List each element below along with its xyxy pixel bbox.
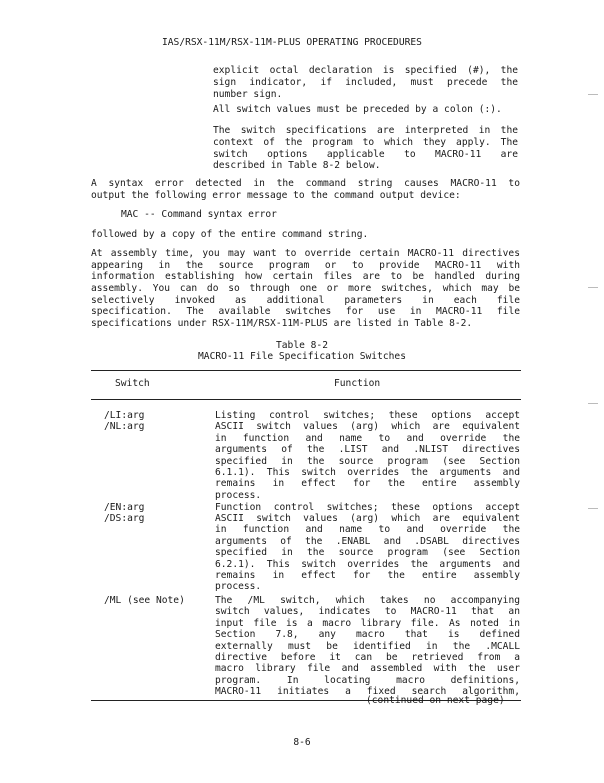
switch-name: /LI:arg	[104, 410, 145, 421]
syntax-error-message: MAC -- Command syntax error	[121, 209, 277, 220]
intro-paragraph-1-line-2: sign indicator, if included, must precede the	[213, 77, 518, 88]
intro-paragraph-3-line-1: The switch specifications are interpreted in the	[213, 125, 518, 136]
function-line: MACRO-11 initiates a fixed search algorithm,	[215, 686, 520, 697]
function-line: remains in effect for the entire assembly	[215, 570, 520, 581]
function-line: 6.1.1). This switch overrides the arguments and	[215, 467, 520, 478]
function-line: remains in effect for the entire assembly	[215, 478, 520, 489]
function-line: in function and name to and override the	[215, 433, 520, 444]
function-line: specified in the source program (see Section	[215, 456, 520, 467]
intro-paragraph-1-line-3: number sign.	[213, 89, 283, 100]
function-line: Function control switches; these options accept	[215, 502, 520, 513]
function-line: 6.2.1). This switch overrides the arguments and	[215, 559, 520, 570]
table-header-rule	[91, 399, 521, 400]
continued-note: (continued on next page)	[366, 695, 505, 706]
function-line: ASCII switch values (arg) which are equivalent	[215, 421, 520, 432]
assembly-line-5: selectively invoked as additional parameters in each file	[91, 295, 520, 306]
intro-paragraph-3-line-3: switch options applicable to MACRO-11 are	[213, 149, 518, 160]
margin-mark	[588, 94, 598, 95]
function-line: macro library file and assembled with the user	[215, 663, 520, 674]
syntax-line-1: A syntax error detected in the command string causes MACRO-11 to	[91, 178, 520, 189]
assembly-line-7: specifications under RSX-11M/RSX-11M-PLUS are listed in Table 8-2.	[91, 318, 473, 329]
function-line: directive before it can be retrieved from a	[215, 652, 520, 663]
function-line: input file is a macro library file. As noted in	[215, 618, 520, 629]
switch-name: /NL:arg	[104, 421, 145, 432]
margin-mark	[588, 403, 598, 404]
switch-name: /DS:arg	[104, 513, 145, 524]
column-header-switch: Switch	[115, 378, 150, 389]
syntax-line-2: output the following error message to the command output device:	[91, 190, 461, 201]
intro-paragraph-3-line-2: context of the program to which they apply. The	[213, 137, 518, 148]
assembly-line-6: specification. The available switches for use in MACRO-11 file	[91, 306, 520, 317]
margin-mark	[588, 287, 598, 288]
function-line: The /ML switch, which takes no accompanying	[215, 595, 520, 606]
followed-by-line: followed by a copy of the entire command string.	[91, 229, 369, 240]
switch-name: /ML (see Note)	[104, 595, 185, 606]
assembly-line-4: assembly. You can do so through one or more switches, which may be	[91, 283, 520, 294]
intro-paragraph-2: All switch values must be preceded by a colon (:).	[213, 104, 502, 115]
function-line: in function and name to and override the	[215, 524, 520, 535]
assembly-line-1: At assembly time, you may want to override certain MACRO-11 directives	[91, 248, 520, 259]
function-line: specified in the source program (see Section	[215, 547, 520, 558]
assembly-line-2: appearing in the source program or to provide MACRO-11 with	[91, 260, 520, 271]
function-line: externally must be identified in the .MCALL	[215, 641, 520, 652]
function-line: process.	[215, 581, 262, 592]
function-line: process.	[215, 490, 262, 501]
function-line: Section 7.8, any macro that is defined	[215, 629, 520, 640]
function-line: arguments of the .ENABL and .DSABL directives	[215, 536, 520, 547]
function-line: Listing control switches; these options accept	[215, 410, 520, 421]
intro-paragraph-3-line-4: described in Table 8-2 below.	[213, 160, 381, 171]
function-line: switch values, indicates to MACRO-11 that an	[215, 606, 520, 617]
table-top-rule	[91, 370, 521, 371]
table-title: MACRO-11 File Specification Switches	[198, 351, 406, 362]
table-number: Table 8-2	[276, 340, 328, 351]
intro-paragraph-1-line-1: explicit octal declaration is specified (#), the	[213, 65, 518, 76]
column-header-function: Function	[334, 378, 381, 389]
page-header-title: IAS/RSX-11M/RSX-11M-PLUS OPERATING PROCEDURES	[162, 37, 422, 48]
function-line: arguments of the .LIST and .NLIST directives	[215, 444, 520, 455]
switch-name: /EN:arg	[104, 502, 145, 513]
function-line: program. In locating macro definitions,	[215, 675, 520, 686]
function-line: ASCII switch values (arg) which are equivalent	[215, 513, 520, 524]
margin-mark	[588, 508, 598, 509]
page-number: 8-6	[293, 737, 311, 748]
assembly-line-3: information establishing how certain files are to be handled during	[91, 271, 520, 282]
